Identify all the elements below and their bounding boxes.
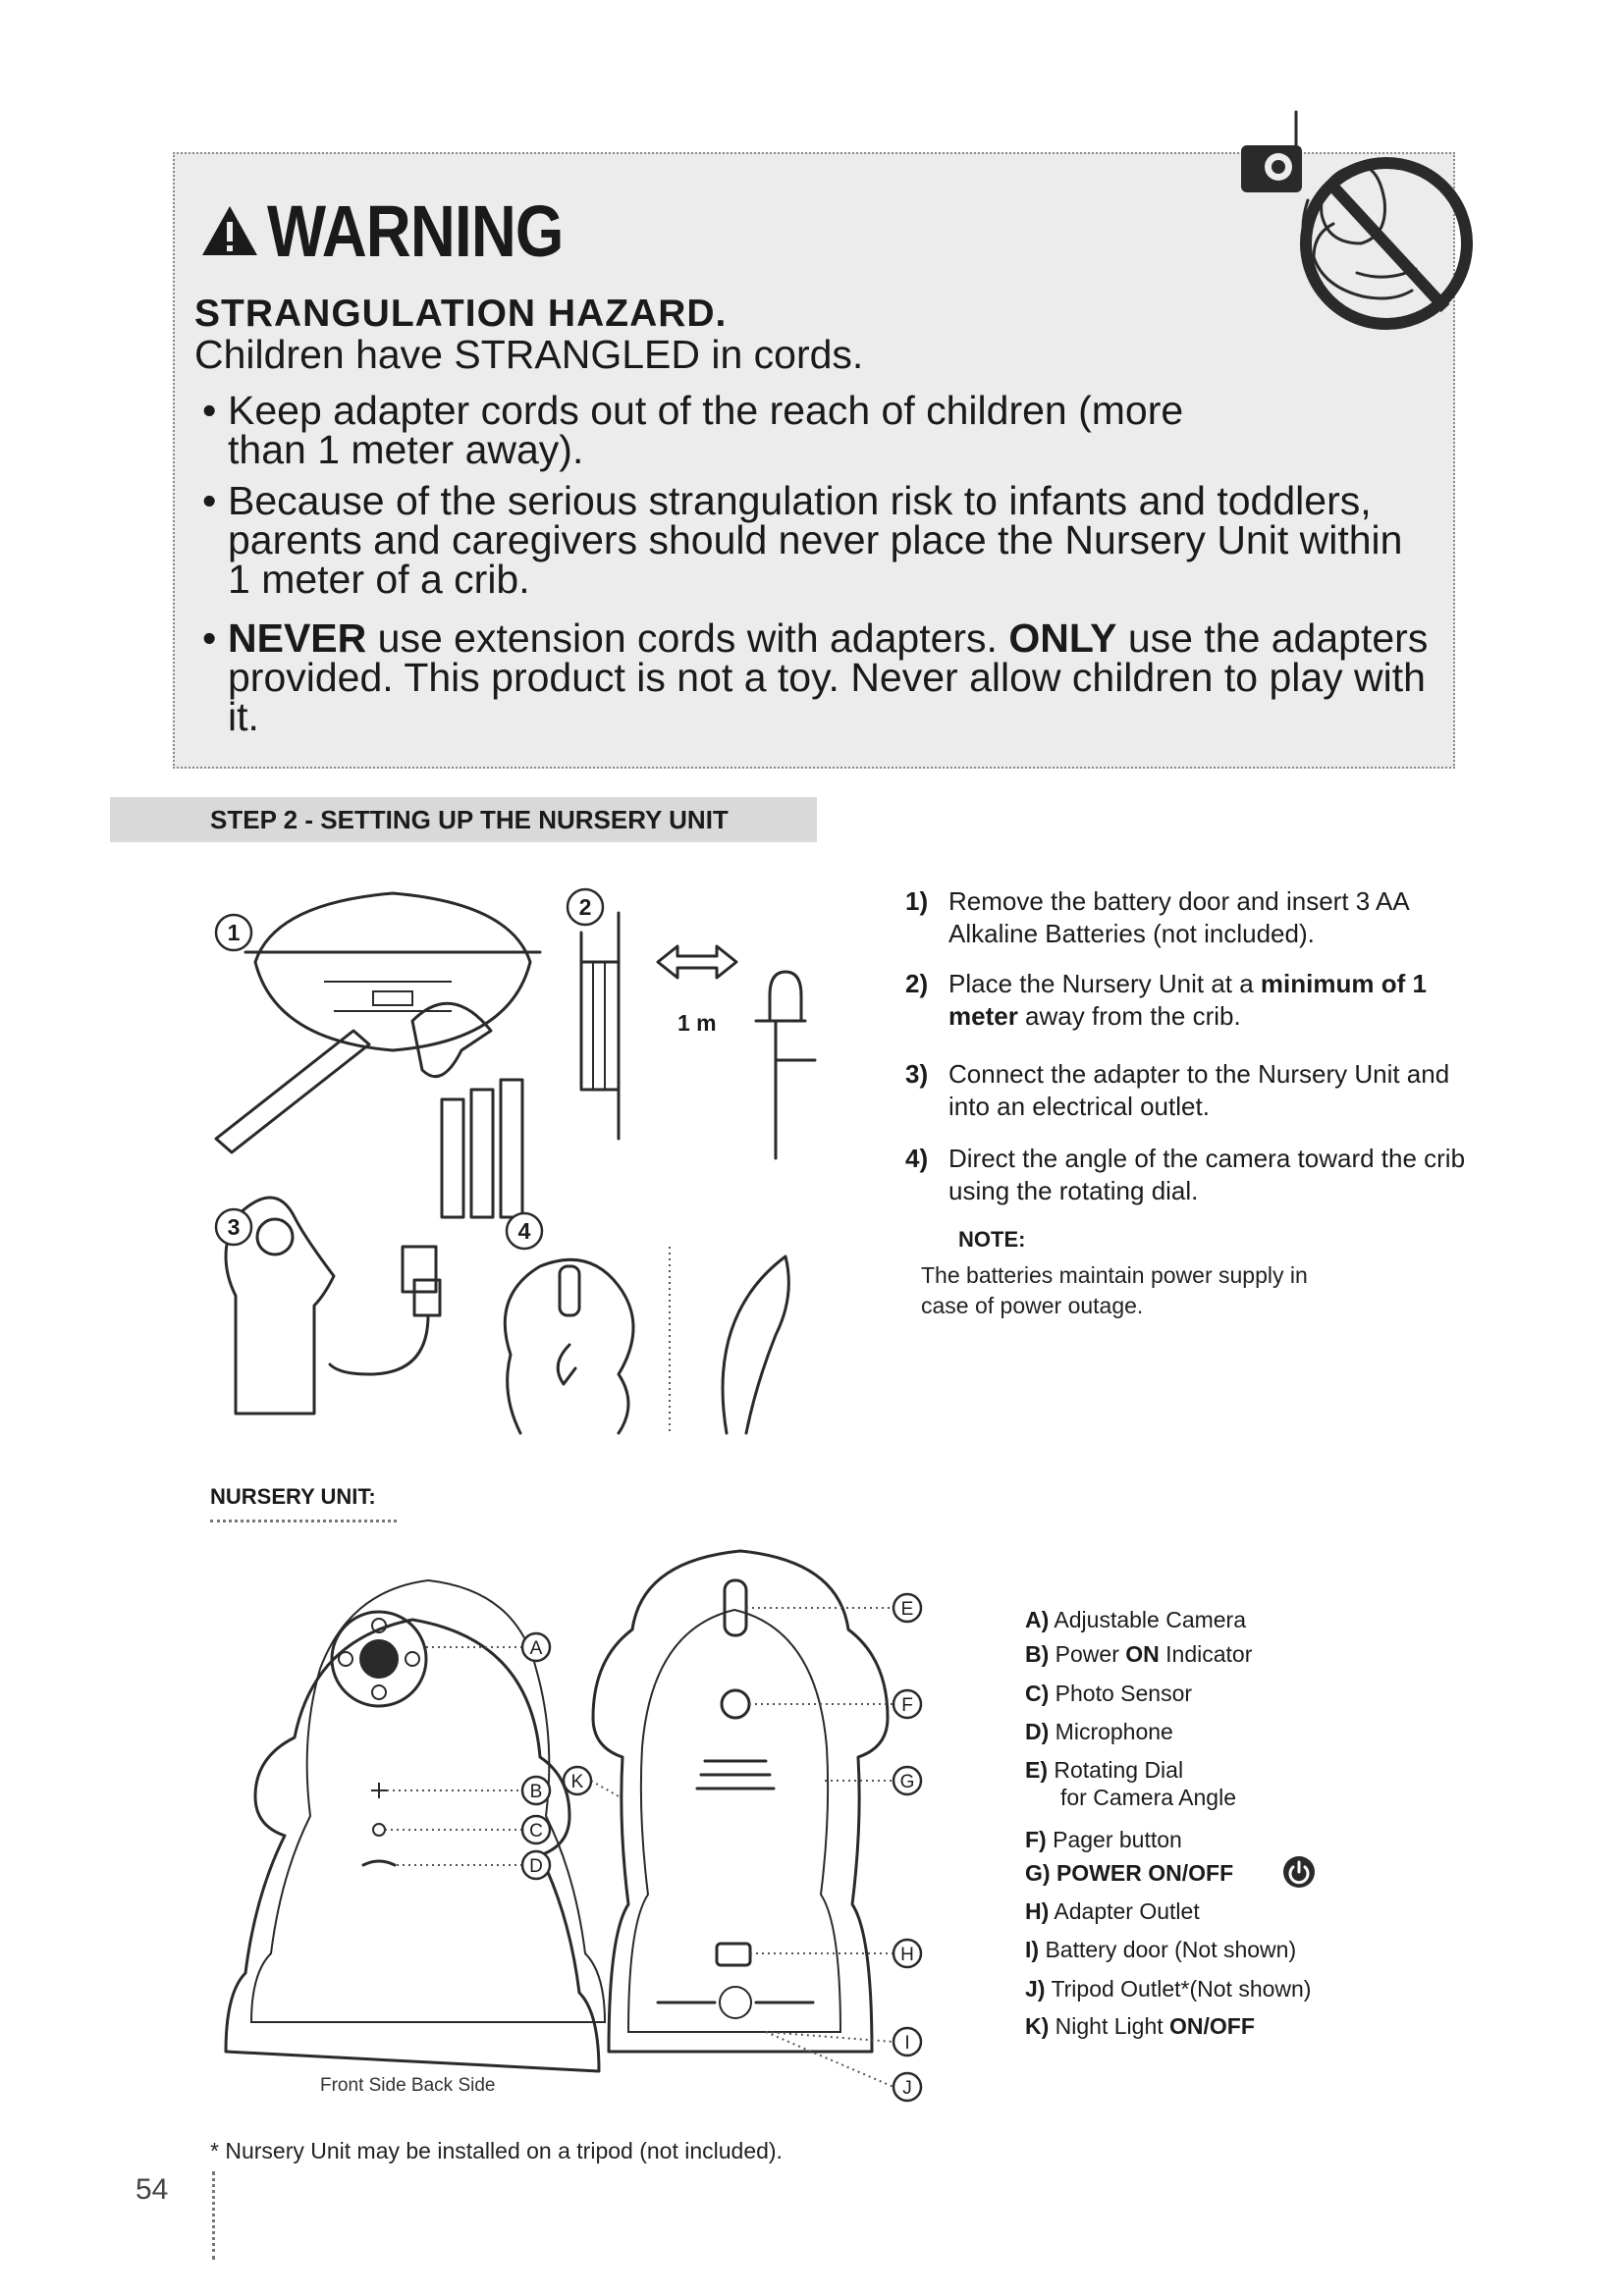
- rotating-dial-illustration: [505, 1247, 788, 1433]
- svg-text:B: B: [529, 1782, 543, 1802]
- instruction-4: 4) Direct the angle of the camera toward the crib using the rotating dial.: [905, 1144, 1466, 1205]
- callout-labels: [522, 1594, 921, 2101]
- instruction-1: 1) Remove the battery door and insert 3 AA Alkaline Batteries (not included).: [905, 886, 1409, 948]
- back-side-illustration: [593, 1551, 888, 2052]
- power-icon: [1282, 1855, 1316, 1889]
- adapter-outlet-illustration: [226, 1198, 440, 1414]
- figure-number-2: 2: [578, 894, 592, 920]
- note-text: The batteries maintain power supply in case of power outage.: [921, 1262, 1308, 1318]
- warning-bullet-3: • NEVER use extension cords with adapters. ONLY use the adapters provided. This product is not a toy. Never allow children to play with it.: [202, 615, 1429, 739]
- svg-text:A: A: [529, 1638, 543, 1659]
- svg-text:G: G: [899, 1772, 915, 1792]
- part-i: I) Battery door (Not shown): [1025, 1937, 1297, 1962]
- distance-label: 1 m: [677, 1010, 717, 1036]
- part-g: G) POWER ON/OFF: [1025, 1860, 1234, 1886]
- figure-number-3: 3: [227, 1214, 241, 1240]
- page-number: 54: [135, 2173, 169, 2206]
- svg-text:I: I: [904, 2033, 910, 2054]
- svg-text:E: E: [900, 1599, 914, 1620]
- warning-bullet-2: • Because of the serious strangulation risk to infants and toddlers, parents and caregivers should never place the Nursery Unit within 1 meter of a crib.: [202, 478, 1403, 602]
- footnote: * Nursery Unit may be installed on a tripod (not included).: [210, 2138, 783, 2163]
- no-camera-near-crib-icon: [1239, 106, 1485, 342]
- part-f: F) Pager button: [1025, 1827, 1182, 1852]
- nursery-unit-diagram: [216, 1541, 962, 2110]
- instruction-3: 3) Connect the adapter to the Nursery Unit and into an electrical outlet.: [905, 1059, 1450, 1121]
- warning-title: WARNING: [267, 189, 564, 272]
- hazard-title: STRANGULATION HAZARD.: [194, 293, 728, 335]
- figure-number-4: 4: [517, 1218, 531, 1244]
- diagram-caption: Front Side Back Side: [320, 2075, 496, 2096]
- part-c: C) Photo Sensor: [1025, 1681, 1193, 1706]
- setup-illustrations: [196, 883, 884, 1433]
- svg-text:C: C: [529, 1821, 543, 1842]
- svg-text:J: J: [902, 2078, 912, 2099]
- title-underline: [210, 1520, 397, 1522]
- warning-triangle-icon: [200, 204, 259, 257]
- part-b: B) Power ON Indicator: [1025, 1641, 1253, 1667]
- part-k: K) Night Light ON/OFF: [1025, 2013, 1255, 2039]
- note-title: NOTE:: [958, 1227, 1026, 1252]
- svg-text:K: K: [570, 1772, 584, 1792]
- figure-number-1: 1: [227, 920, 241, 945]
- part-e: E) Rotating Dial for Camera Angle: [1025, 1757, 1236, 1810]
- part-a: A) Adjustable Camera: [1025, 1607, 1247, 1632]
- battery-door-illustration: [216, 893, 540, 1217]
- warning-bullet-1: • Keep adapter cords out of the reach of children (more than 1 meter away).: [202, 388, 1184, 472]
- svg-text:F: F: [901, 1695, 913, 1716]
- hazard-subtitle: Children have STRANGLED in cords.: [194, 332, 864, 377]
- warning-heading: [200, 191, 612, 270]
- part-h: H) Adapter Outlet: [1025, 1898, 1200, 1924]
- instruction-2: 2) Place the Nursery Unit at a minimum of 1 meter away from the crib.: [905, 969, 1427, 1031]
- svg-text:D: D: [529, 1856, 543, 1877]
- crib-distance-illustration: [581, 913, 815, 1158]
- step-title: STEP 2 - SETTING UP THE NURSERY UNIT: [210, 805, 729, 834]
- part-d: D) Microphone: [1025, 1719, 1173, 1744]
- svg-text:H: H: [900, 1945, 914, 1965]
- part-j: J) Tripod Outlet*(Not shown): [1025, 1976, 1312, 2002]
- page-margin-rule: [212, 2171, 215, 2260]
- nursery-unit-title: NURSERY UNIT:: [210, 1484, 376, 1509]
